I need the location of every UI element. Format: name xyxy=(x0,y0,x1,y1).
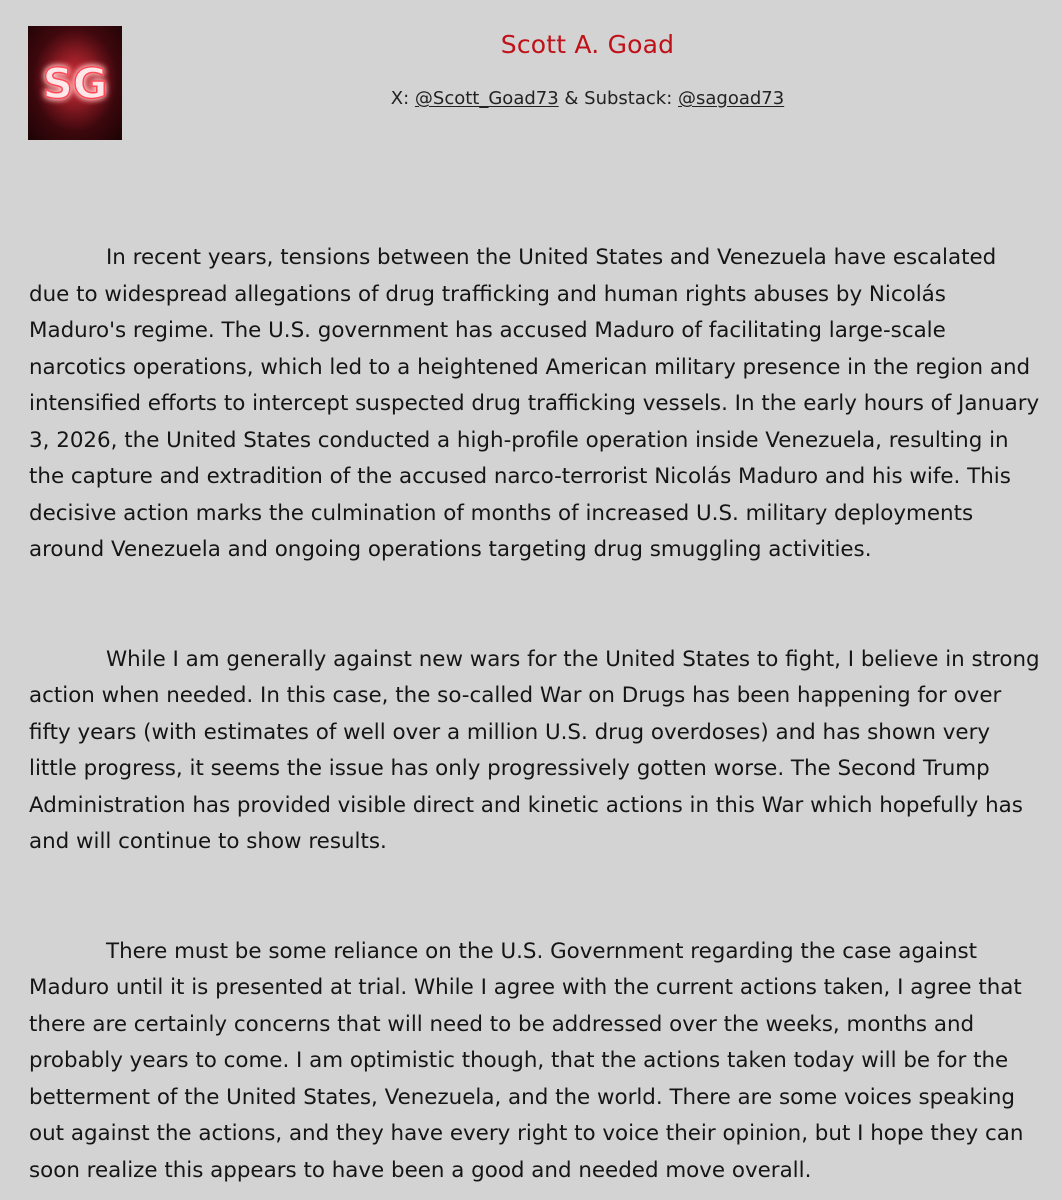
x-label: X: xyxy=(390,88,415,109)
article-body xyxy=(29,240,1041,1189)
article-paragraph: While I am generally against new wars for the United States to fight, I believe in strong action when needed. In this case, the so-called War on Drugs has been happening for over fifty years (with estimates of well over a million U.S. drug overdoses) and has shown very little progress, it seems the issue has only progressively gotten worse. The Second Trump Administration has provided visible direct and kinetic actions in this War which hopefully has and will continue to show results. xyxy=(29,646,1040,854)
article-paragraph: In recent years, tensions between the United States and Venezuela have escalated due to widespread allegations of drug trafficking and human rights abuses by Nicolás Maduro's regime. The U.S. government has accused Maduro of facilitating large-scale narcotics operations, which led to a heightened American military presence in the region and intensified efforts to intercept suspected drug trafficking vessels. In the early hours of January 3, 2026, the United States conducted a high-profile operation inside Venezuela, resulting in the capture and extradition of the accused narco-terrorist Nicolás Maduro and his wife. This decisive action marks the culmination of months of increased U.S. military deployments around Venezuela and ongoing operations targeting drug smuggling activities. xyxy=(29,245,1040,562)
social-links xyxy=(0,88,1062,109)
substack-label: & Substack: xyxy=(558,88,678,109)
substack-handle-link[interactable]: @sagoad73 xyxy=(678,88,785,109)
author-name: Scott A. Goad xyxy=(500,30,675,59)
x-handle-link[interactable]: @Scott_Goad73 xyxy=(414,88,559,109)
logo-monogram: SG xyxy=(42,59,108,108)
article-paragraph: There must be some reliance on the U.S. Government regarding the case against Maduro until it is presented at trial. While I agree with the current actions taken, I agree that there are certainly concerns that will need to be addressed over the weeks, months and probably years to come. I am optimistic though, that the actions taken today will be for the betterment of the United States, Venezuela, and the world. There are some voices speaking out against the actions, and they have every right to voice their opinion, but I hope they can soon realize this appears to have been a good and needed move overall. xyxy=(29,938,1024,1183)
